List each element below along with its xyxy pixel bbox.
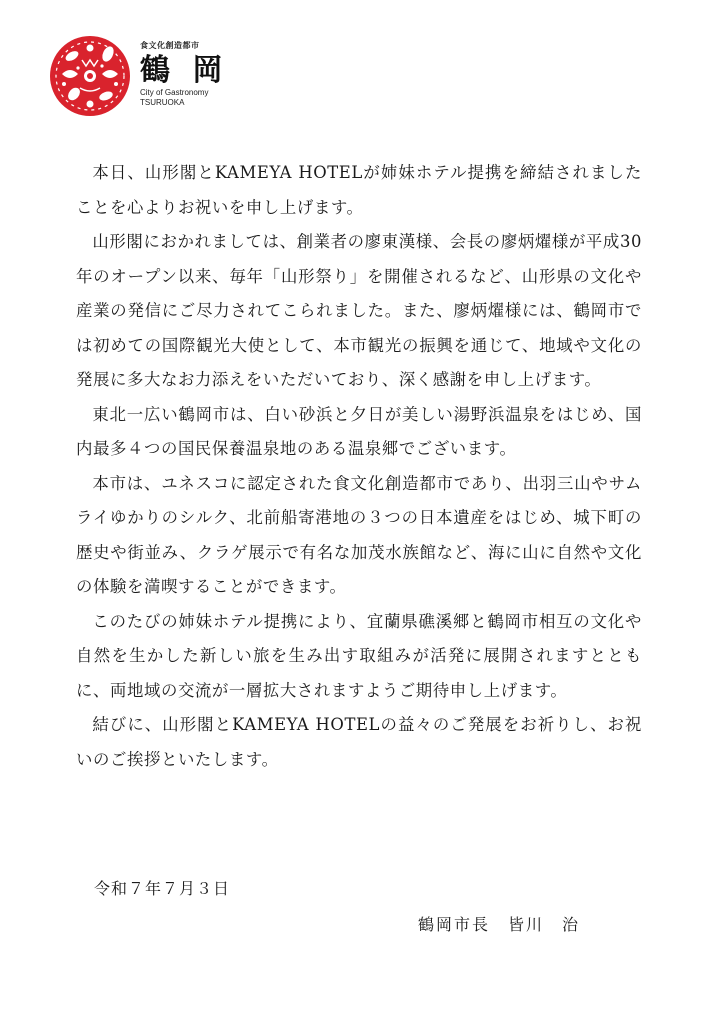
gastronomy-emblem-icon: [48, 34, 132, 118]
signature: 鶴岡市長 皆川 治: [418, 915, 581, 934]
paragraph: 本日、山形閣とKAMEYA HOTELが姉妹ホテル提携を締結されましたことを心よりお祝いを申し上げます。: [76, 163, 642, 217]
letter-date: 令和７年７月３日: [94, 879, 231, 898]
paragraph: 本市は、ユネスコに認定された食文化創造都市であり、出羽三山やサムライゆかりのシルク、北前船寄港地の３つの日本遺産をはじめ、城下町の歴史や街並み、クラゲ展示で有名な加茂水族館など、海に山に自然や文化の体験を満喫することができます。: [76, 473, 642, 596]
logo-text-block: [140, 32, 250, 108]
logo-tagline: 食文化創造都市: [140, 41, 200, 50]
paragraph: 山形閣におかれましては、創業者の廖東漢様、会長の廖炳燿様が平成30年のオープン以来、毎年「山形祭り」を開催されるなど、山形県の文化や産業の発信にご尽力されてこられました。また、廖炳燿様には、鶴岡市では初めての国際観光大使として、本市観光の振興を通じて、地域や文化の発展に多大なお力添えをいただいており、深く感謝を申し上げます。: [76, 232, 642, 389]
paragraph: 東北一広い鶴岡市は、白い砂浜と夕日が美しい湯野浜温泉をはじめ、国内最多４つの国民保養温泉地のある温泉郷でございます。: [76, 404, 642, 458]
logo-title: 鶴 岡: [140, 53, 229, 88]
logo-english-city: TSURUOKA: [140, 98, 185, 107]
letter-body: [76, 156, 642, 777]
city-logo: [48, 32, 248, 128]
paragraph: このたびの姉妹ホテル提携により、宜蘭県礁溪郷と鶴岡市相互の文化や自然を生かした新しい旅を生み出す取組みが活発に展開されますとともに、両地域の交流が一層拡大されますようご期待申し上げます。: [76, 611, 642, 700]
paragraph: 結びに、山形閣とKAMEYA HOTELの益々のご発展をお祈りし、お祝いのご挨拶といたします。: [76, 715, 642, 769]
logo-english-name: City of Gastronomy: [140, 88, 209, 97]
